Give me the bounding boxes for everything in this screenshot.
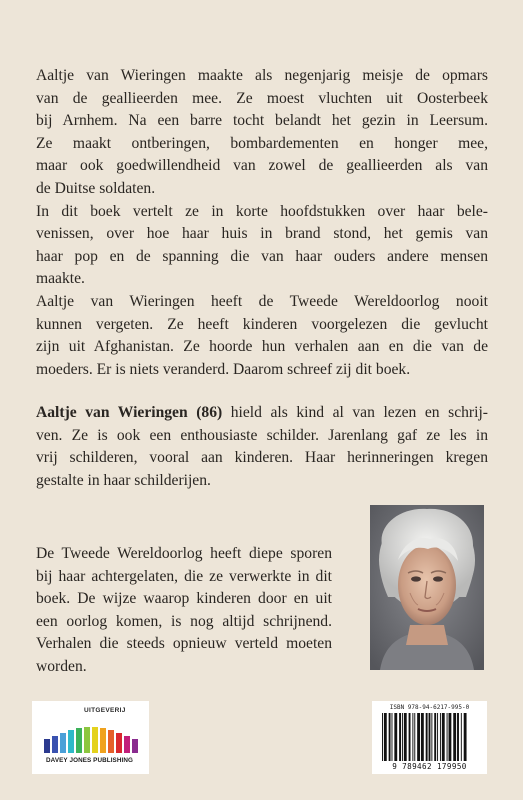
publisher-stripe [132,739,138,753]
publisher-stripe [108,730,114,753]
blurb-line: de Duitse soldaten. [36,179,156,197]
barcode-block [372,701,487,774]
bio-first-line [36,402,488,425]
bio-line: vrij schilderen, vooral aan kinderen. Haar herinneringen kregen [36,449,488,467]
publisher-label: UITGEVERIJ [84,707,126,714]
barcode-bar [426,713,428,761]
barcode-bar [402,713,403,761]
blurb-line: maar ook goedwillendheid van zowel de geallieerden als van [36,157,488,175]
bio2-line: boek. De wijze waarop kinderen door en uit [36,590,332,608]
barcode-bar [431,713,432,761]
bio2-line: worden. [36,657,87,675]
blurb-line: In dit boek vertelt ze in korte hoofdstukken over haar bele- [36,202,488,220]
blurb-text [36,65,488,381]
publisher-name: DAVEY JONES PUBLISHING [46,757,133,764]
barcode-bar [394,713,397,761]
blurb-line: Ze maakt ontberingen, bombardementen en honger mee, [36,134,488,152]
blurb-line: zijn uit Afghanistan. Ze hoorde hun verhalen aan en die van de [36,338,488,356]
publisher-stripe [76,728,82,753]
barcode-bar [447,713,448,761]
blurb-line: haar pop en de spanning die van haar ouders andere mensen [36,247,488,265]
bio2-line: een oorlog komen, is nog altijd schrijnend. [36,612,332,630]
bio-line-rest: hield als kind al van lezen en schrij- [222,404,488,421]
author-bio-continued [36,543,332,679]
barcode-bar [437,713,438,761]
bio2-line: De Tweede Wereldoorlog heeft diepe sporen [36,545,332,562]
blurb-line: maakte. [36,270,85,288]
barcode-bar [392,713,393,761]
barcode-bar [464,713,467,761]
publisher-stripe [84,727,90,753]
isbn-label: ISBN 978-94-6217-995-0 [389,704,470,711]
barcode-bar [442,713,445,761]
author-portrait [370,505,484,670]
barcode-bar [440,713,441,761]
publisher-stripe [44,739,50,753]
barcode-bar [449,713,452,761]
publisher-stripe [52,736,58,753]
blurb-line: kunnen vergeten. Ze heeft kinderen voorgelezen die gevlucht [36,315,488,333]
barcode-bar [453,713,456,761]
blurb-line: Aaltje van Wieringen heeft de Tweede Wereldoorlog nooit [36,292,488,310]
barcode-bar [417,713,420,761]
barcode-bar [414,713,415,761]
bio2-line: Verhalen die steeds opnieuw verteld moeten [36,635,332,653]
publisher-stripe [60,733,66,753]
barcode-bar [457,713,459,761]
publisher-stripe [100,728,106,753]
barcode-bar [409,713,411,761]
barcode-bar [384,713,387,761]
author-name: Aaltje van Wieringen (86) [36,404,223,421]
bio-line: ven. Ze is ook een enthousiaste schilder. Jarenlang gaf ze les in [36,426,488,444]
barcode-bar [399,713,401,761]
blurb-line: van de geallieerden mee. Ze moest vluchten uit Oosterbeek [36,89,488,107]
barcode-bar [429,713,431,761]
barcode-bar [389,713,391,761]
publisher-stripe [68,730,74,753]
publisher-stripe [92,727,98,753]
barcode-bar [461,713,462,761]
blurb-line: Aaltje van Wieringen maakte als negenjarig meisje de opmars [36,67,488,84]
barcode-bar [382,713,383,761]
blurb-line: bij Arnhem. Na een barre tocht belandt het gezin in Leersum. [36,112,488,130]
bio-line: gestalte in haar schilderijen. [36,471,211,489]
barcode-bar [404,713,407,761]
bio2-line: bij haar achtergelaten, die ze verwerkte in dit [36,567,332,585]
author-bio [36,402,488,492]
publisher-stripe [124,736,130,753]
barcode-bar [434,713,436,761]
publisher-stripe [116,733,122,753]
blurb-line: venissen, over hoe haar huis in brand stond, het gemis van [36,225,488,243]
barcode-bar [412,713,413,761]
barcode-bar [421,713,424,761]
portrait-illustration [370,505,484,670]
isbn-number: 9 789462 179950 [392,762,467,771]
blurb-line: moeders. Er is niets veranderd. Daarom schreef zij dit boek. [36,360,411,378]
publisher-logo [32,701,149,774]
